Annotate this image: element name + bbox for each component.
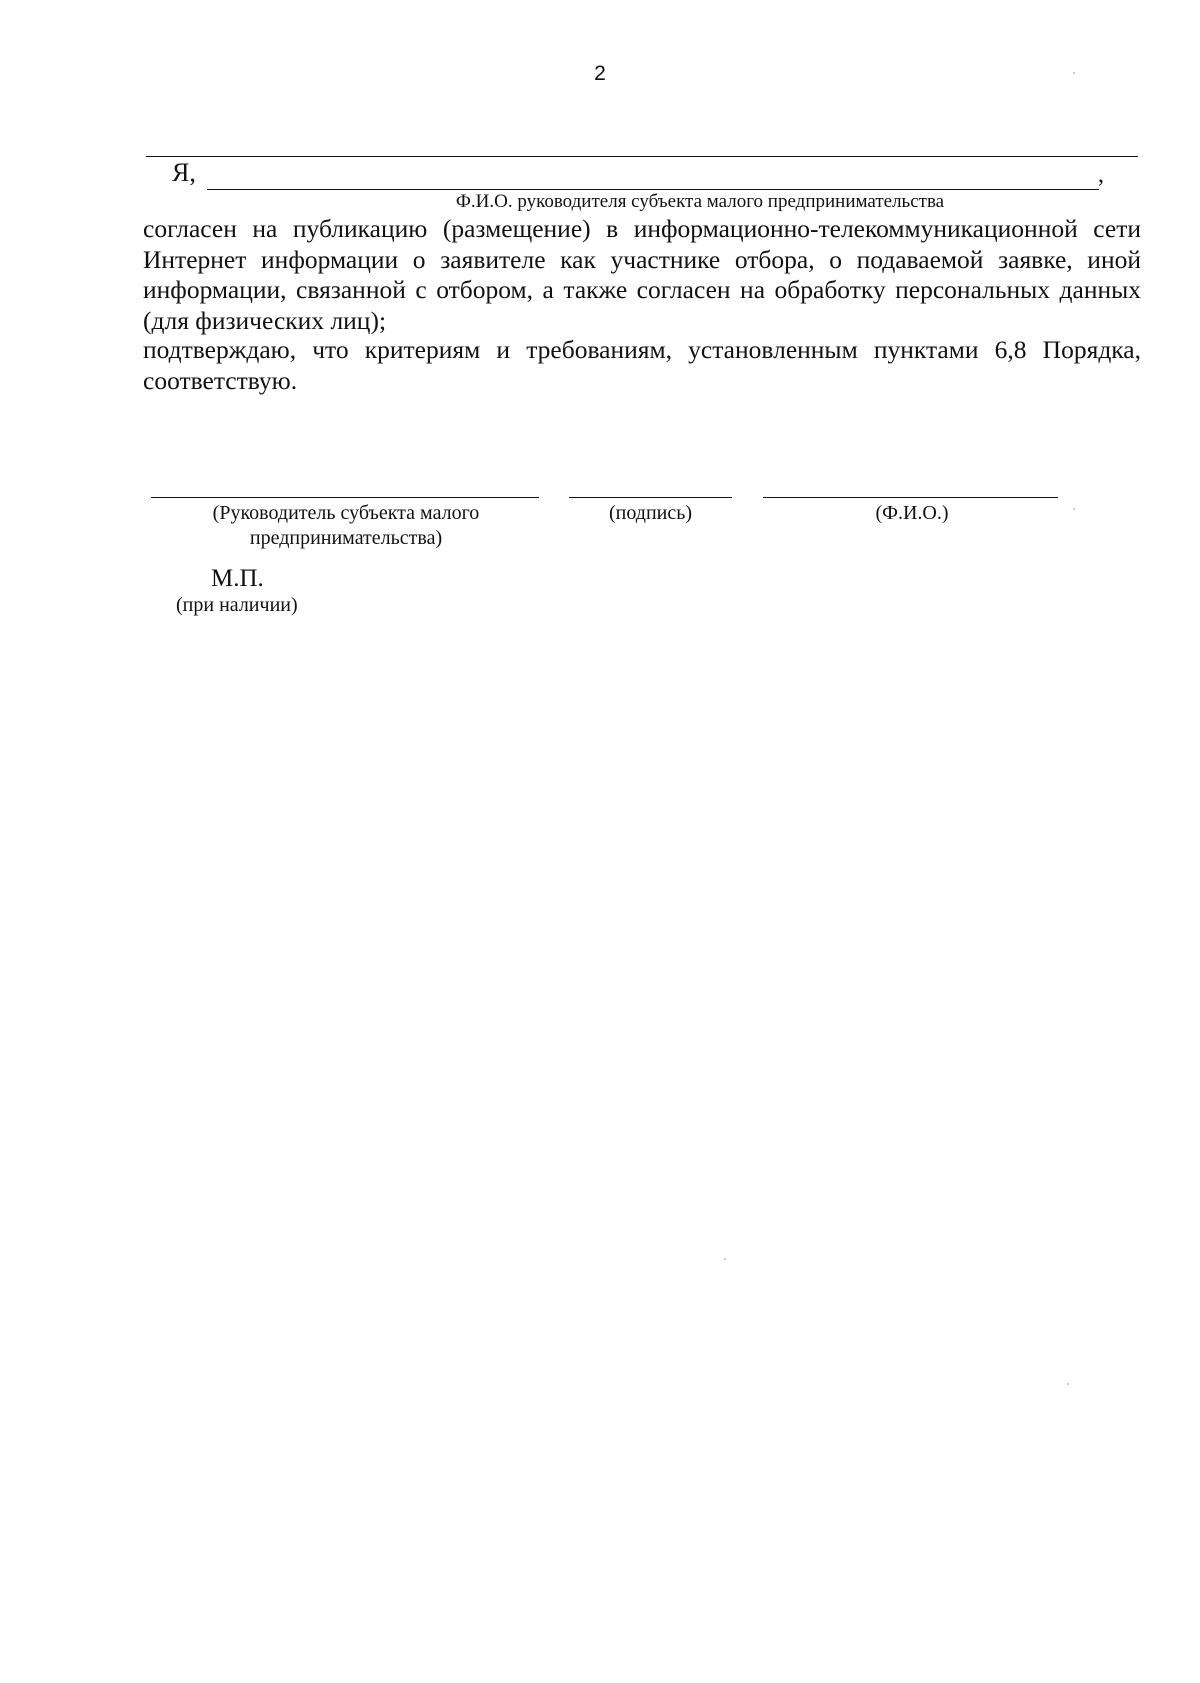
stamp-note: (при наличии) xyxy=(176,594,298,616)
page-number: 2 xyxy=(594,62,606,85)
confirmation-paragraph xyxy=(143,335,1141,396)
ya-label: Я, xyxy=(172,158,196,187)
confirmation-text: подтверждаю, что критериям и требованиям, установленным пунктами 6,8 Порядка, соответствую. xyxy=(143,335,1141,395)
signature-line xyxy=(569,497,732,498)
head-caption: (Руководитель субъекта малого предпринимательства) xyxy=(212,502,480,549)
fio-fill-line xyxy=(207,189,1099,190)
scan-speck xyxy=(1067,1383,1069,1385)
scan-speck xyxy=(1073,72,1075,74)
fio-caption: Ф.И.О. руководителя субъекта малого предпринимательства xyxy=(455,191,945,212)
top-rule xyxy=(146,156,1138,157)
scan-speck xyxy=(724,1258,726,1260)
consent-paragraph xyxy=(143,214,1141,336)
signature-caption: (подпись) xyxy=(608,502,693,524)
comma-mark: , xyxy=(1098,162,1104,188)
scan-speck xyxy=(1073,508,1075,510)
head-signature-line xyxy=(151,497,539,498)
stamp-label: М.П. xyxy=(211,565,264,592)
fio-signature-caption: (Ф.И.О.) xyxy=(875,502,949,524)
fio-signature-line xyxy=(763,497,1058,498)
consent-text: согласен на публикацию (размещение) в информационно-телекоммуникационной сети Интернет информации о заявителе как участнике отбора, о подаваемой заявке, иной информации, связанной с отбором, а также согласен на обработку персональных данных (для физических лиц); xyxy=(143,214,1141,335)
